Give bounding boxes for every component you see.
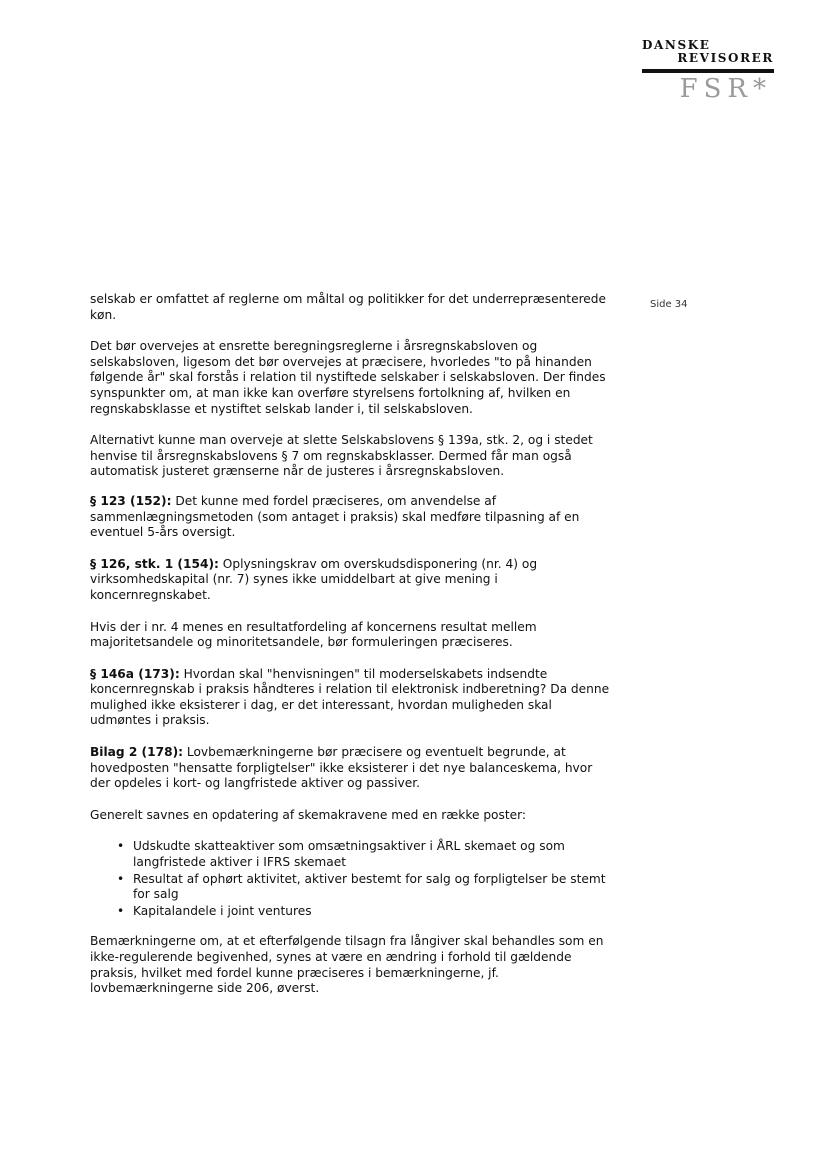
paragraph-bilag-2 [90, 745, 610, 792]
list-item [117, 839, 610, 870]
section-text: Det kunne med fordel præciseres, om anvendelse af sammenlægningsmetoden (som antaget i praksis) skal medføre tilpasning af en eventuel 5-års oversigt. [90, 493, 580, 540]
paragraph-section-126 [90, 557, 610, 604]
document-body [90, 292, 610, 1013]
paragraph-1: selskab er omfattet af reglerne om måltal og politikker for det underrepræsenterede køn. [90, 292, 607, 322]
logo-line-danske: DANSKE [642, 38, 711, 52]
page-number: Side 34 [650, 299, 688, 310]
section-text: Oplysningskrav om overskudsdisponering (nr. 4) og virksomhedskapital (nr. 7) synes ikke umiddelbart at give mening i koncernregnskabet. [90, 556, 538, 602]
list-item [117, 871, 610, 903]
section-heading: § 126, stk. 1 (154): [90, 556, 219, 571]
list-item-text: Udskudte skatteaktiver som omsætningsaktiver i ÅRL skemaet og som langfristede aktiver i IFRS skemaet [133, 839, 565, 870]
paragraph-2: Det bør overvejes at ensrette beregningsreglerne i årsregnskabsloven og selskabsloven, ligesom det bør overvejes at præcisere, hvorledes "to på hinanden følgende år" skal forstås i relation til nystiftede selskaber i selskabsloven. Der findes synspunkter om, at man ikke kan overføre styrelsens fortolkning af, hvilken en regnskabsklasse et nystiftet selskab lander i, til selskabsloven. [90, 339, 606, 416]
paragraph-section-146a [90, 667, 610, 729]
section-text: Lovbemærkningerne bør præcisere og eventuelt begrunde, at hovedposten "hensatte forpligtelser" ikke eksisterer i det nye balanceskema, hvor der opdeles i kort- og langfristede aktiver og passiver. [90, 745, 593, 791]
logo-fsr-mark: FSR* [679, 74, 772, 104]
section-heading: § 146a (173): [90, 666, 180, 681]
paragraph-section-123 [90, 494, 610, 541]
list-item [117, 903, 610, 920]
logo-rule [642, 69, 774, 73]
paragraph-9: Generelt savnes en opdatering af skemakravene med en række poster: [90, 807, 527, 822]
logo-line-revisorer: REVISORER [677, 51, 774, 65]
section-heading: Bilag 2 (178): [90, 745, 184, 760]
bullet-icon: • [117, 903, 125, 918]
list-item-text: Resultat af ophørt aktivitet, aktiver bestemt for salg og forpligtelser be stemt for salg [133, 871, 606, 902]
bullet-icon: • [117, 871, 125, 886]
bullet-icon: • [117, 839, 125, 854]
paragraph-6: Hvis der i nr. 4 menes en resultatfordeling af koncernens resultat mellem majoritetsandele og minoritetsandele, bør formuleringen præciseres. [90, 619, 537, 650]
paragraph-3: Alternativt kunne man overveje at slette Selskabslovens § 139a, stk. 2, og i stedet henvise til årsregnskabslovens § 7 om regnskabsklasser. Dermed får man også automatisk justeret grænserne når de justeres i årsregnskabsloven. [90, 433, 593, 479]
bullet-list [90, 839, 610, 919]
paragraph-10: Bemærkningerne om, at et efterfølgende tilsagn fra långiver skal behandles som en ikke-regulerende begivenhed, synes at være en ændring i forhold til gældende praksis, hvilket med fordel kunne præciseres i bemærkningerne, jf. lovbemærkningerne side 206, øverst. [90, 934, 604, 996]
list-item-text: Kapitalandele i joint ventures [133, 903, 312, 918]
section-text: Hvordan skal "henvisningen" til moderselskabets indsendte koncernregnskab i praksis håndteres i relation til elektronisk indberetning? Da denne mulighed ikke eksisterer i dag, er det interessant, hvordan muligheden skal udmøntes i praksis. [90, 666, 610, 728]
fsr-logo [636, 38, 778, 108]
section-heading: § 123 (152): [90, 493, 172, 508]
